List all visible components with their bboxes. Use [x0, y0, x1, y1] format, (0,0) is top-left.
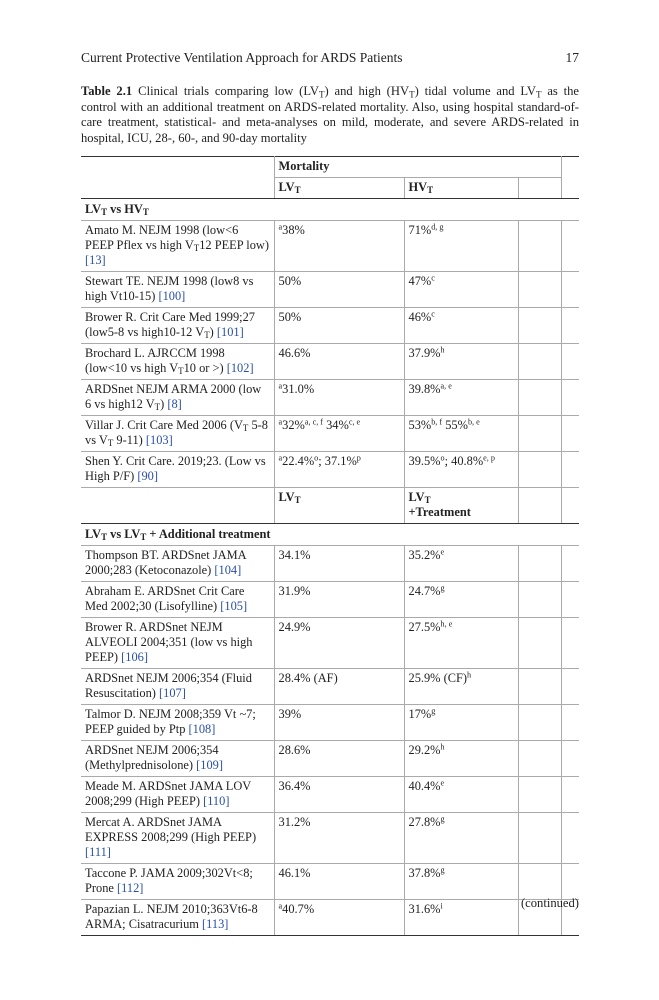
- caption-label: Table 2.1: [81, 84, 133, 98]
- hv-mortality-cell: 31.6%$^i$: [404, 900, 518, 936]
- lv-mortality-cell: 50%: [274, 272, 404, 308]
- col-header-hv: $HV_T$: [404, 178, 518, 199]
- hv-mortality-cell: 27.8%$^g$: [404, 813, 518, 864]
- empty-cell: [518, 221, 561, 272]
- reference-link[interactable]: [8]: [167, 397, 182, 411]
- empty-cell: [518, 272, 561, 308]
- study-cell: Taccone P. JAMA 2009;302Vt<8; Prone [112]: [81, 864, 274, 900]
- lv-mortality-cell: 28.4% (AF): [274, 669, 404, 705]
- empty-cell: [561, 416, 579, 452]
- study-cell: Shen Y. Crit Care. 2019;23. (Low vs High P/F) [90]: [81, 452, 274, 488]
- empty-cell: [518, 546, 561, 582]
- empty-cell: [518, 452, 561, 488]
- table-row: [81, 705, 579, 741]
- section-lv-vs-hv: [81, 199, 579, 221]
- table-row: [81, 380, 579, 416]
- hv-mortality-cell: 27.5%$^{h, e}$: [404, 618, 518, 669]
- reference-link[interactable]: [105]: [220, 599, 248, 613]
- study-cell: Mercat A. ARDSnet JAMA EXPRESS 2008;299 (High PEEP) [111]: [81, 813, 274, 864]
- section-lv-vs-hv-label: $LV_T$ vs $HV_T$: [81, 199, 579, 221]
- running-head: [81, 50, 579, 66]
- table-row: [81, 618, 579, 669]
- empty-cell: [518, 777, 561, 813]
- reference-link[interactable]: [100]: [158, 289, 186, 303]
- table-row: [81, 582, 579, 618]
- lv-mortality-cell: 28.6%: [274, 741, 404, 777]
- header-row-mortality: [81, 157, 579, 178]
- study-cell: ARDSnet NEJM 2006;354 (Fluid Resuscitation) [107]: [81, 669, 274, 705]
- empty-cell: [518, 741, 561, 777]
- reference-link[interactable]: [13]: [85, 253, 106, 267]
- header-row-treatment: [81, 488, 579, 524]
- table-row: [81, 416, 579, 452]
- empty-cell: [518, 308, 561, 344]
- study-cell: Talmor D. NEJM 2008;359 Vt ~7; PEEP guided by Ptp [108]: [81, 705, 274, 741]
- empty-cell: [518, 705, 561, 741]
- header-row-columns: [81, 178, 579, 199]
- lv-mortality-cell: 46.6%: [274, 344, 404, 380]
- col-header-lv-treatment: $LV_T$ +Treatment: [404, 488, 518, 524]
- empty-cell: [561, 221, 579, 272]
- table-row: [81, 669, 579, 705]
- study-cell: Brower R. ARDSnet NEJM ALVEOLI 2004;351 (low vs high PEEP) [106]: [81, 618, 274, 669]
- hv-mortality-cell: 40.4%$^e$: [404, 777, 518, 813]
- empty-cell: [518, 618, 561, 669]
- table-row: [81, 777, 579, 813]
- lv-mortality-cell: 36.4%: [274, 777, 404, 813]
- empty-cell: [561, 777, 579, 813]
- table-row: [81, 741, 579, 777]
- empty-cell: [561, 380, 579, 416]
- reference-link[interactable]: [102]: [226, 361, 254, 375]
- lv-mortality-cell: 46.1%: [274, 864, 404, 900]
- study-cell: Stewart TE. NEJM 1998 (low8 vs high Vt10-15) [100]: [81, 272, 274, 308]
- table-row: [81, 452, 579, 488]
- hv-mortality-cell: 35.2%$^e$: [404, 546, 518, 582]
- empty-cell: [561, 669, 579, 705]
- reference-link[interactable]: [90]: [137, 469, 158, 483]
- empty-cell: [561, 813, 579, 864]
- col-header-lv-control: $LV_T$: [274, 488, 404, 524]
- trials-table-body: [81, 157, 579, 936]
- reference-link[interactable]: [107]: [159, 686, 186, 700]
- hv-mortality-cell: 29.2%$^h$: [404, 741, 518, 777]
- reference-link[interactable]: [106]: [121, 650, 148, 664]
- section-lv-vs-lv-treatment-label: $LV_T$ vs $LV_T$ + Additional treatment: [81, 524, 579, 546]
- empty-cell: [518, 669, 561, 705]
- hv-mortality-cell: 39.5%$^o$; 40.8%$^{e, p}$: [404, 452, 518, 488]
- empty-cell: [518, 344, 561, 380]
- empty-cell: [518, 813, 561, 864]
- empty-cell: [561, 452, 579, 488]
- empty-cell: [561, 582, 579, 618]
- table-caption: Table 2.1 Clinical trials comparing low $(LV_T)$ and high $(HV_T)$ tidal volume and $LV_T$ as the control with an additional treatment on ARDS-related mortality. Also, using hospital standard-of-care treatment, statistical- and meta-analyses on mild, moderate, and severe ARDS-related in hospital, ICU, 28-, 60-, and 90-day mortality: [81, 84, 579, 145]
- hv-mortality-cell: 37.9%$^h$: [404, 344, 518, 380]
- hv-mortality-cell: 37.8%$^g$: [404, 864, 518, 900]
- lv-mortality-cell: $^a$40.7%: [274, 900, 404, 936]
- study-cell: Brochard L. AJRCCM 1998 (low<10 vs high $V_T10$ or >) [102]: [81, 344, 274, 380]
- study-cell: ARDSnet NEJM 2006;354 (Methylprednisolone) [109]: [81, 741, 274, 777]
- empty-cell: [561, 864, 579, 900]
- lv-mortality-cell: 24.9%: [274, 618, 404, 669]
- lv-mortality-cell: 34.1%: [274, 546, 404, 582]
- empty-cell: [561, 272, 579, 308]
- hv-mortality-cell: 39.8%$^{a, e}$: [404, 380, 518, 416]
- table-row: [81, 900, 579, 936]
- reference-link[interactable]: [103]: [145, 433, 173, 447]
- table-row: [81, 546, 579, 582]
- lv-mortality-cell: 50%: [274, 308, 404, 344]
- study-cell: ARDSnet NEJM ARMA 2000 (low 6 vs high12 $V_T$) [8]: [81, 380, 274, 416]
- empty-cell: [518, 380, 561, 416]
- empty-cell: [518, 864, 561, 900]
- empty-cell: [561, 308, 579, 344]
- table-row: [81, 864, 579, 900]
- study-cell: Meade M. ARDSnet JAMA LOV 2008;299 (High PEEP) [110]: [81, 777, 274, 813]
- reference-link[interactable]: [108]: [188, 722, 216, 736]
- trials-table: [81, 156, 579, 936]
- hv-mortality-cell: 53%$^{b, f}$ 55%$^{b, e}$: [404, 416, 518, 452]
- empty-cell: [561, 344, 579, 380]
- hv-mortality-cell: 24.7%$^g$: [404, 582, 518, 618]
- reference-link[interactable]: [104]: [214, 563, 242, 577]
- lv-mortality-cell: $^a$32%$^{a, c, f}$ 34%$^{c, e}$: [274, 416, 404, 452]
- table-row: [81, 221, 579, 272]
- reference-link[interactable]: [111]: [85, 845, 111, 859]
- reference-link[interactable]: [109]: [196, 758, 223, 772]
- study-cell: Abraham E. ARDSnet Crit Care Med 2002;30 (Lisofylline) [105]: [81, 582, 274, 618]
- study-cell: Amato M. NEJM 1998 (low<6 PEEP Pflex vs high $V_T12$ PEEP low) [13]: [81, 221, 274, 272]
- mortality-header: Mortality: [274, 157, 561, 178]
- running-title: Current Protective Ventilation Approach for ARDS Patients: [81, 50, 403, 65]
- hv-mortality-cell: 25.9% (CF)$^h$: [404, 669, 518, 705]
- lv-mortality-cell: 39%: [274, 705, 404, 741]
- page-number: 17: [565, 50, 579, 65]
- reference-link[interactable]: [101]: [216, 325, 244, 339]
- table-row: [81, 272, 579, 308]
- table-row: [81, 308, 579, 344]
- study-cell: Thompson BT. ARDSnet JAMA 2000;283 (Ketoconazole) [104]: [81, 546, 274, 582]
- hv-mortality-cell: 17%$^g$: [404, 705, 518, 741]
- empty-cell: [518, 416, 561, 452]
- reference-link[interactable]: [110]: [203, 794, 230, 808]
- table-row: [81, 344, 579, 380]
- reference-link[interactable]: [112]: [117, 881, 144, 895]
- empty-cell: [561, 705, 579, 741]
- lv-mortality-cell: $^a$38%: [274, 221, 404, 272]
- lv-mortality-cell: 31.9%: [274, 582, 404, 618]
- continued-note: (continued): [520, 896, 579, 910]
- table-row: [81, 813, 579, 864]
- empty-cell: [518, 582, 561, 618]
- hv-mortality-cell: 47%$^c$: [404, 272, 518, 308]
- hv-mortality-cell: 46%$^c$: [404, 308, 518, 344]
- study-cell: Villar J. Crit Care Med 2006 ($V_T$ 5-8 vs $V_T$ 9-11) [103]: [81, 416, 274, 452]
- section-lv-vs-lv-treatment: [81, 524, 579, 546]
- study-cell: Papazian L. NEJM 2010;363Vt6-8 ARMA; Cisatracurium [113]: [81, 900, 274, 936]
- lv-mortality-cell: $^a$31.0%: [274, 380, 404, 416]
- lv-mortality-cell: $^a$22.4%$^o$; 37.1%$^p$: [274, 452, 404, 488]
- empty-cell: [561, 618, 579, 669]
- lv-mortality-cell: 31.2%: [274, 813, 404, 864]
- empty-cell: [561, 546, 579, 582]
- reference-link[interactable]: [113]: [202, 917, 229, 931]
- empty-cell: [561, 741, 579, 777]
- col-header-lv: $LV_T$: [274, 178, 404, 199]
- hv-mortality-cell: 71%$^{d, g}$: [404, 221, 518, 272]
- study-cell: Brower R. Crit Care Med 1999;27 (low5-8 vs high10-12 $V_T$) [101]: [81, 308, 274, 344]
